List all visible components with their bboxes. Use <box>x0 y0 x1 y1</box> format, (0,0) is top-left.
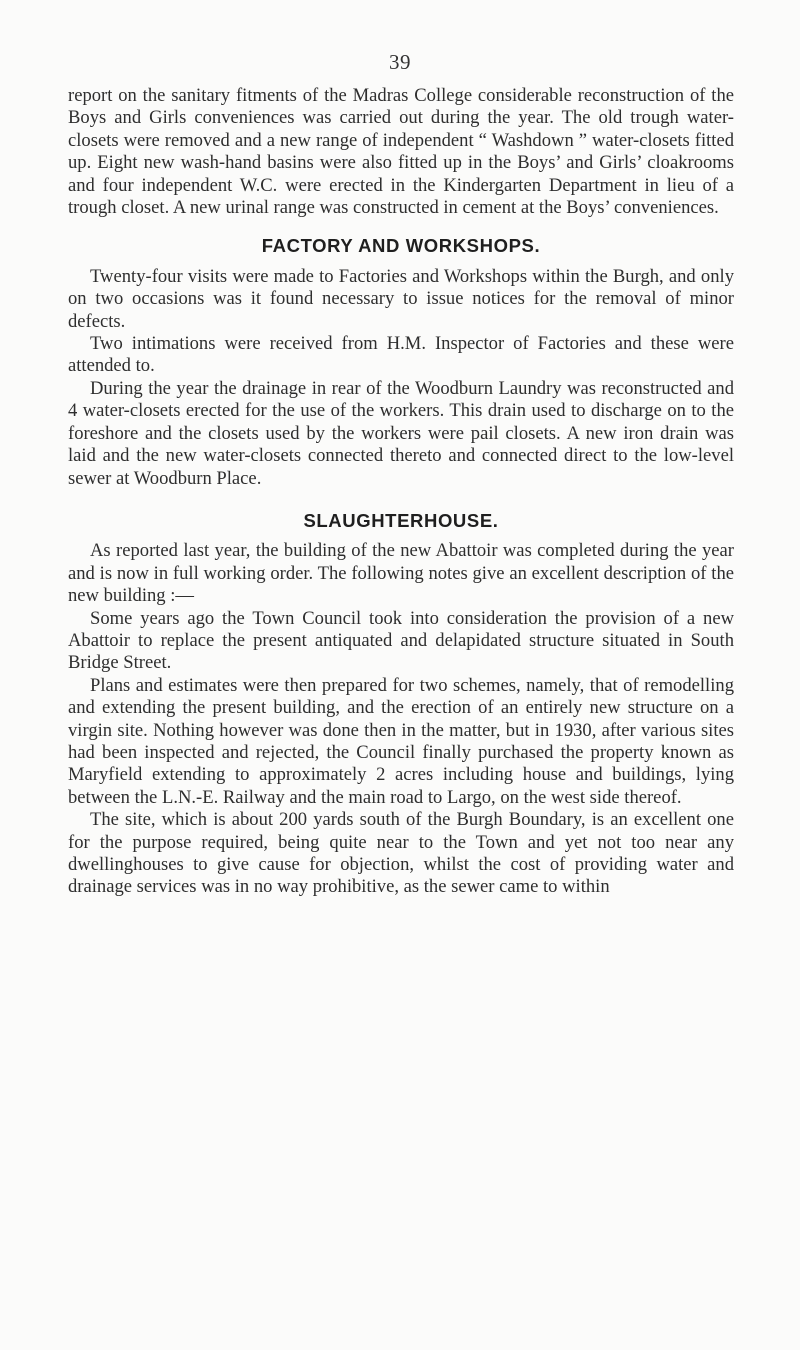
slaughterhouse-heading: SLAUGHTERHOUSE. <box>303 509 499 531</box>
slaughterhouse-paragraph-1: As reported last year, the building of the new Abattoir was completed during the year and is now in full working order. The following notes give an excellent description of the new building :— <box>68 540 734 607</box>
factory-paragraph-3: During the year the drainage in rear of the Woodburn Laundry was reconstructed and 4 water-closets erected for the use of the workers. This drain used to discharge on to the foreshore and the closets used by the workers were pail closets. A new iron drain was laid and the new water-closets connected thereto and connected direct to the low-level sewer at Woodburn Place. <box>68 377 734 489</box>
page-body <box>68 85 734 899</box>
factory-heading: FACTORY AND WORKSHOPS. <box>261 235 541 257</box>
slaughterhouse-paragraph-4: The site, which is about 200 yards south of the Burgh Boundary, is an excellent one for the purpose required, being quite near to the Town and yet not too near any dwellinghouses to give cause for objection, whilst the cost of providing water and drainage services was in no way prohibitive, as the sewer came to within <box>68 809 734 898</box>
slaughterhouse-paragraph-3: Plans and estimates were then prepared for two schemes, namely, that of remodelling and extending the present building, and the erection of an entirely new structure on a virgin site. Nothing however was done then in the matter, but in 1930, after various sites had been inspected and rejected, the Council finally purchased the property known as Maryfield extending to approximately 2 acres including house and buildings, lying between the L.N.-E. Railway and the main road to Largo, on the west side thereof. <box>68 674 734 808</box>
factory-paragraph-2: Two intimations were received from H.M. Inspector of Factories and these were attended to. <box>68 333 734 377</box>
intro-paragraph-1: report on the sanitary fitments of the Madras College considerable reconstruction of the Boys and Girls conveniences was carried out during the year. The old trough water-closets were removed and a new range of independent “ Washdown ” water-closets fitted up. Eight new wash-hand basins were also fitted up in the Boys’ and Girls’ cloakrooms and four independent W.C. were erected in the Kindergarten Department in lieu of a trough closet. A new urinal range was constructed in cement at the Boys’ conveniences. <box>68 85 734 219</box>
page-number: 39 <box>389 50 411 74</box>
factory-paragraph-1: Twenty-four visits were made to Factories and Workshops within the Burgh, and only on two occasions was it found necessary to issue notices for the removal of minor defects. <box>68 265 734 332</box>
slaughterhouse-paragraph-2: Some years ago the Town Council took into consideration the provision of a new Abattoir to replace the present antiquated and delapidated structure situated in South Bridge Street. <box>68 607 734 674</box>
